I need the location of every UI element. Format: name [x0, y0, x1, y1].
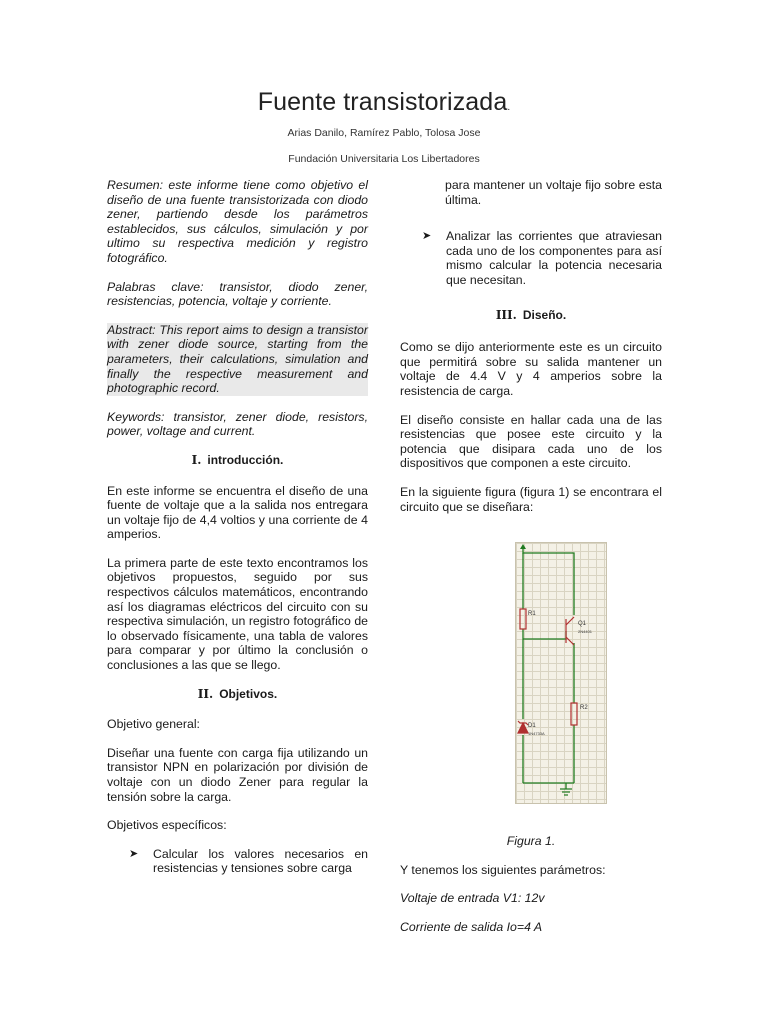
keywords-paragraph: Keywords: transistor, zener diode, resistors, power, voltage and current.	[107, 409, 368, 439]
arrowhead-bullet-icon: ➤	[422, 230, 432, 243]
bullet-text: Analizar las corrientes que atraviesan cada uno de los componentes para así mismo calcular la potencia necesaria que necesitan.	[446, 229, 662, 287]
intro-paragraph-1: En este informe se encuentra el diseño de una fuente de voltaje que a la salida nos entregara un voltaje fijo de 4,4 voltios y una corriente de 4 amperios.	[107, 483, 368, 542]
label-r1: R1	[528, 611, 536, 618]
figure-caption: Figura 1.	[506, 834, 556, 849]
circuit-schematic	[516, 543, 606, 803]
bullet-text: Calcular los valores necesarios en resistencias y tensiones sobre carga	[153, 846, 368, 876]
palabras-clave-paragraph: Palabras clave: transistor, diodo zener, resistencias, potencia, voltaje y corriente.	[107, 279, 368, 309]
param-corriente-salida: Corriente de salida Io=4 A	[400, 919, 543, 934]
bullet-item-2	[400, 229, 662, 287]
label-q1: Q1	[578, 621, 587, 628]
section-heading-diseno	[400, 308, 662, 323]
affiliation: Fundación Universitaria Los Libertadores	[288, 153, 480, 165]
resistor-r2-icon	[571, 703, 577, 725]
title-text: Fuente transistorizada	[257, 88, 508, 116]
label-q1-part: 2N4401	[578, 629, 593, 635]
resumen-paragraph: Resumen: este informe tiene como objetivo el diseño de una fuente transistorizada con diodo zener, partiendo desde los parámetros establecidos, sus cálculos, simulación y por ultimo su respectiva medición y registro fotográfico.	[107, 178, 368, 265]
left-column	[107, 178, 368, 890]
abstract-paragraph: Abstract: This report aims to design a transistor with zener diode source, starting from the parameters, their calculations, simulation and finally the respective measurement and photographic record.	[107, 322, 368, 396]
section-title: Diseño.	[522, 307, 567, 322]
diseno-paragraph-3: En la siguiente figura (figura 1) se encontrara el circuito que se diseñara:	[400, 484, 662, 514]
arrowhead-bullet-icon: ➤	[129, 847, 139, 860]
section-number: I.	[191, 452, 202, 467]
section-heading-objetivos	[107, 687, 368, 702]
circuit-figure	[515, 542, 607, 804]
zener-d1-icon	[518, 721, 528, 733]
authors: Arias Danilo, Ramírez Pablo, Tolosa Jose	[287, 127, 481, 139]
section-title: introducción.	[207, 452, 284, 467]
ground-icon	[560, 789, 572, 795]
params-intro: Y tenemos los siguientes parámetros:	[400, 862, 606, 877]
section-heading-introduccion	[107, 453, 368, 468]
param-voltaje-entrada: Voltaje de entrada V1: 12v	[400, 891, 545, 906]
intro-paragraph-2: La primera parte de este texto encontramos los objetivos propuestos, seguido por sus respectivos cálculos matemáticos, encontrando así los diagramas eléctricos del circuito con su respectiva simulación, un registro fotográfico de lo observado físicamente, una tabla de valores para comparar y por último la conclusión o conclusiones a las que se llego.	[107, 555, 368, 673]
label-r2: R2	[580, 705, 588, 712]
section-title: Objetivos.	[219, 686, 278, 701]
resistor-r1-icon	[520, 609, 526, 629]
transistor-q1-icon	[566, 617, 574, 645]
diseno-paragraph-2: El diseño consiste en hallar cada una de las resistencias que posee este circuito y la potencia que disipara cada uno de los dispositivos que componen a este circuito.	[400, 412, 662, 471]
bullet-1-continuation: para mantener un voltaje fijo sobre esta última.	[445, 178, 662, 207]
objetivos-especificos-label: Objetivos específicos:	[107, 818, 227, 833]
right-column	[400, 178, 662, 948]
title-dot: .	[507, 102, 511, 113]
section-number: III.	[495, 307, 517, 322]
label-d1: D1	[528, 723, 536, 730]
section-number: II.	[197, 686, 214, 701]
diseno-paragraph-1: Como se dijo anteriormente este es un circuito que permitirá sobre su salida mantener un voltaje de 4.4 V y 4 amperios sobre la resistencia de carga.	[400, 340, 662, 398]
bullet-item-1	[107, 847, 368, 876]
input-terminal-icon	[520, 544, 526, 549]
label-d1-part: 1N4733A	[528, 731, 545, 737]
paper-title	[0, 88, 768, 117]
objetivo-general-text: Diseñar una fuente con carga fija utilizando un transistor NPN en polarización por división de voltaje con un diodo Zener para regular la tensión sobre la carga.	[107, 745, 368, 804]
objetivo-general-label: Objetivo general:	[107, 717, 200, 732]
